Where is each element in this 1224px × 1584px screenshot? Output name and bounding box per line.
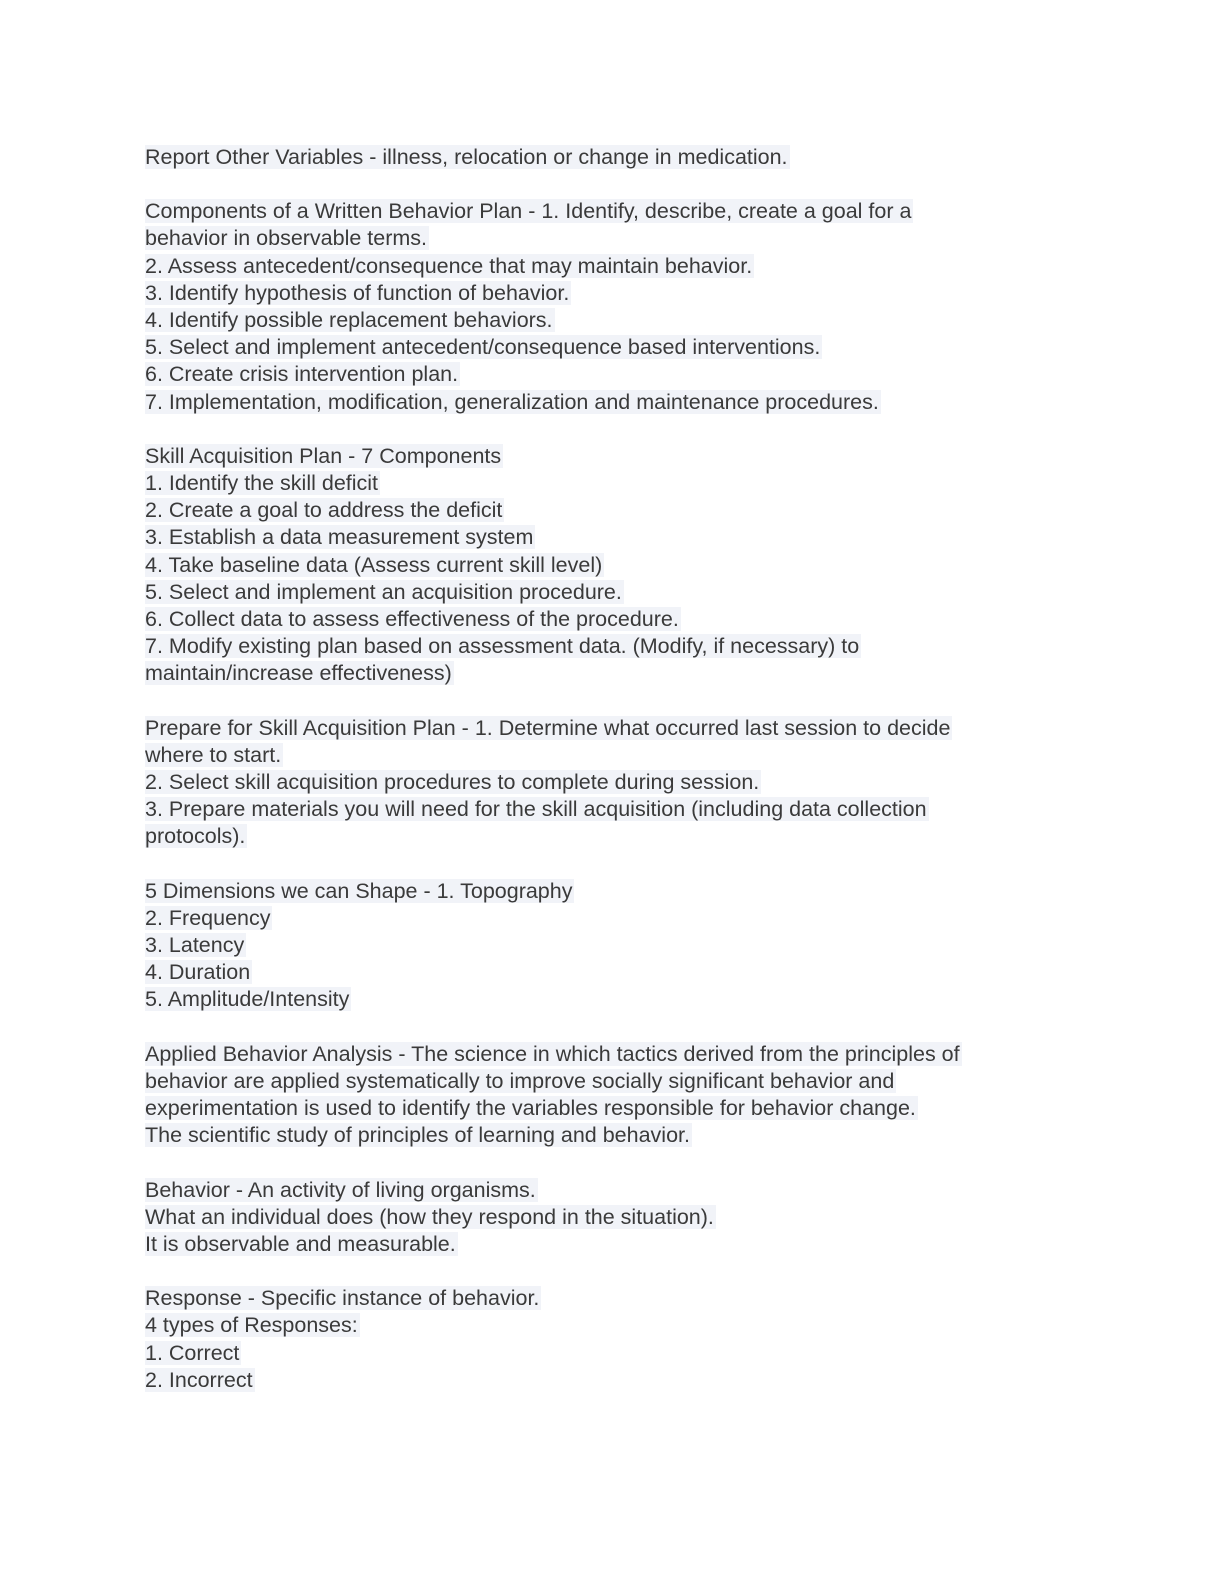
- text-line: 5. Select and implement antecedent/consequence based interventions.: [145, 335, 821, 360]
- section-applied-behavior-analysis: [145, 1041, 1055, 1150]
- text-line: 7. Modify existing plan based on assessment data. (Modify, if necessary) to: [145, 634, 860, 659]
- text-line: 1. Identify the skill deficit: [145, 471, 379, 496]
- text-line: Skill Acquisition Plan - 7 Components: [145, 443, 502, 468]
- text-line: 3. Establish a data measurement system: [145, 525, 534, 550]
- text-line: It is observable and measurable.: [145, 1231, 456, 1256]
- text-line: What an individual does (how they respond in the situation).: [145, 1204, 714, 1229]
- text-line: Response - Specific instance of behavior.: [145, 1286, 540, 1311]
- text-line: 4. Identify possible replacement behaviors.: [145, 308, 553, 333]
- text-line: 2. Select skill acquisition procedures to complete during session.: [145, 770, 760, 795]
- text-line: 4. Duration: [145, 960, 251, 985]
- text-line: 5. Amplitude/Intensity: [145, 987, 350, 1012]
- text-line: Prepare for Skill Acquisition Plan - 1. Determine what occurred last session to decide: [145, 715, 951, 740]
- text-line: experimentation is used to identify the variables responsible for behavior change.: [145, 1096, 916, 1121]
- text-line: behavior in observable terms.: [145, 226, 428, 251]
- text-line: 1. Correct: [145, 1340, 240, 1365]
- text-line: Components of a Written Behavior Plan - 1. Identify, describe, create a goal for a: [145, 199, 912, 224]
- text-line: 2. Assess antecedent/consequence that may maintain behavior.: [145, 253, 753, 278]
- text-line: 3. Identify hypothesis of function of behavior.: [145, 280, 570, 305]
- text-line: 5. Select and implement an acquisition procedure.: [145, 579, 622, 604]
- text-line: 3. Prepare materials you will need for the skill acquisition (including data collection: [145, 797, 927, 822]
- text-line: where to start.: [145, 742, 282, 767]
- section-response: [145, 1285, 1055, 1394]
- text-line: Report Other Variables - illness, relocation or change in medication.: [145, 145, 788, 169]
- text-line: protocols).: [145, 824, 246, 849]
- section-skill-acquisition-plan: [145, 443, 1055, 688]
- text-line: 2. Incorrect: [145, 1367, 253, 1392]
- text-line: 4. Take baseline data (Assess current skill level): [145, 552, 603, 577]
- text-line: behavior are applied systematically to improve socially significant behavior and: [145, 1068, 895, 1093]
- text-line: 6. Create crisis intervention plan.: [145, 362, 459, 387]
- text-line: 2. Create a goal to address the deficit: [145, 498, 503, 523]
- text-line: 4 types of Responses:: [145, 1313, 358, 1338]
- text-line: Behavior - An activity of living organisms.: [145, 1177, 536, 1202]
- document-page: [145, 144, 1055, 1421]
- section-behavior: [145, 1177, 1055, 1259]
- text-line: 6. Collect data to assess effectiveness of the procedure.: [145, 607, 679, 632]
- text-line: Applied Behavior Analysis - The science in which tactics derived from the principles of: [145, 1041, 960, 1066]
- text-line: 5 Dimensions we can Shape - 1. Topography: [145, 878, 573, 903]
- section-written-behavior-plan: [145, 198, 1055, 416]
- section-prepare-skill-acquisition: [145, 715, 1055, 851]
- text-line: The scientific study of principles of learning and behavior.: [145, 1123, 690, 1148]
- text-line: 3. Latency: [145, 933, 245, 958]
- text-line: 2. Frequency: [145, 905, 271, 930]
- section-report-other-variables: [145, 144, 1055, 171]
- text-line: 7. Implementation, modification, generalization and maintenance procedures.: [145, 389, 879, 414]
- section-dimensions-shape: [145, 878, 1055, 1014]
- text-line: maintain/increase effectiveness): [145, 661, 452, 686]
